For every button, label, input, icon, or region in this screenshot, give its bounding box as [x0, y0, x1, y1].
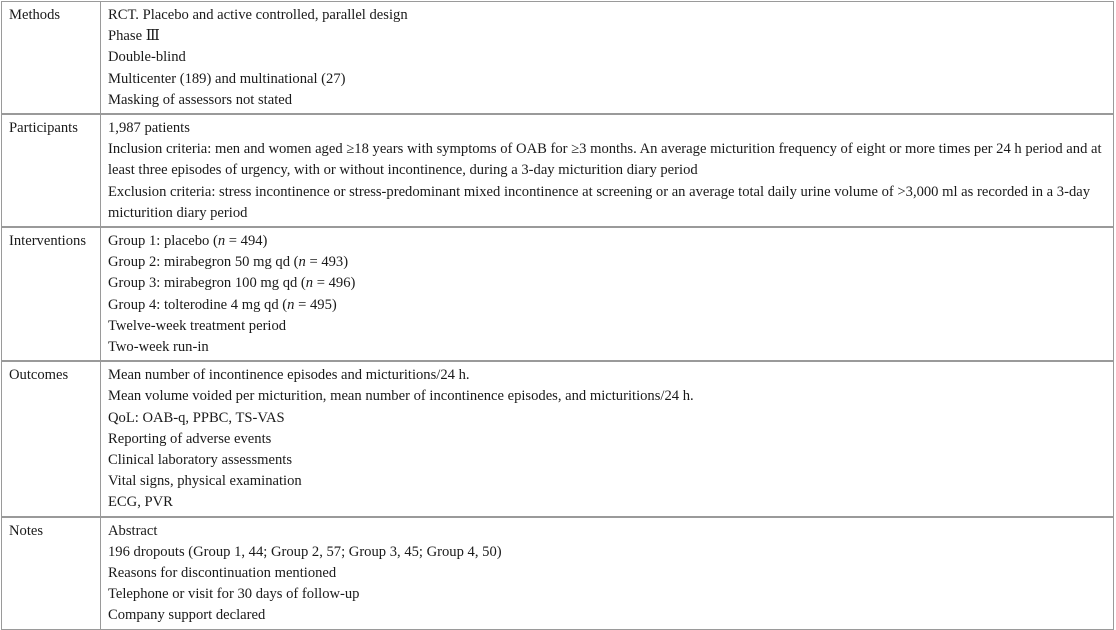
row-label-notes: Notes	[2, 517, 101, 630]
line-text: = 496)	[313, 275, 356, 292]
row-label-methods: Methods	[2, 2, 101, 115]
line-text: = 495)	[294, 296, 337, 313]
list-item: Telephone or visit for 30 days of follow-up	[108, 586, 360, 603]
list-item: Company support declared	[108, 607, 266, 624]
line-text: = 493)	[305, 254, 349, 271]
sample-size-symbol: n	[305, 275, 314, 292]
row-content-notes	[101, 517, 1114, 630]
list-item: 1,987 patients	[108, 120, 190, 137]
table-row-outcomes	[2, 361, 1114, 516]
list-item: Multicenter (189) and multinational (27)	[108, 70, 346, 87]
row-label-outcomes: Outcomes	[2, 361, 101, 516]
table-row-interventions	[2, 227, 1114, 361]
row-label-interventions: Interventions	[2, 227, 101, 361]
list-item: 196 dropouts (Group 1, 44; Group 2, 57; Group 3, 45; Group 4, 50)	[108, 543, 502, 560]
list-item: Reasons for discontinuation mentioned	[108, 565, 337, 582]
line-text: Group 2: mirabegron 50 mg qd (	[108, 254, 299, 271]
sample-size-symbol: n	[298, 254, 306, 271]
list-item: Two-week run-in	[108, 339, 209, 356]
list-item	[108, 252, 1106, 273]
study-characteristics-table	[1, 1, 1114, 630]
row-content-participants	[101, 114, 1114, 227]
list-item: Vital signs, physical examination	[108, 473, 302, 490]
list-item: Double-blind	[108, 49, 186, 66]
list-item	[108, 231, 1106, 252]
line-text: Group 1: placebo (	[108, 233, 218, 250]
row-content-methods	[101, 2, 1114, 115]
list-item: Mean number of incontinence episodes and micturitions/24 h.	[108, 367, 470, 384]
table-row-participants	[2, 114, 1114, 227]
table-row-notes	[2, 517, 1114, 630]
list-item: Clinical laboratory assessments	[108, 452, 293, 469]
list-item	[108, 295, 1106, 316]
list-item: Phase Ⅲ	[108, 28, 160, 45]
list-item: QoL: OAB-q, PPBC, TS-VAS	[108, 409, 285, 426]
row-label-participants: Participants	[2, 114, 101, 227]
list-item: Reporting of adverse events	[108, 430, 272, 447]
row-content-outcomes	[101, 361, 1114, 516]
list-item: Mean volume voided per micturition, mean number of incontinence episodes, and micturitions/24 h.	[108, 388, 694, 405]
list-item: RCT. Placebo and active controlled, parallel design	[108, 7, 408, 23]
list-item: Exclusion criteria: stress incontinence or stress-predominant mixed incontinence at screening or an average total daily urine volume of >3,000 ml as recorded in a 3-day micturition diary period	[108, 183, 1091, 221]
sample-size-symbol: n	[217, 233, 226, 250]
sample-size-symbol: n	[287, 296, 295, 313]
list-item	[108, 273, 1106, 294]
list-item: Inclusion criteria: men and women aged ≥18 years with symptoms of OAB for ≥3 months. An average micturition frequency of eight or more times per 24 h period and at least three episodes of urgency, with or without incontinence, during a 3-day micturition diary period	[108, 141, 1102, 179]
line-text: Group 3: mirabegron 100 mg qd (	[108, 275, 306, 292]
line-text: Group 4: tolterodine 4 mg qd (	[108, 296, 288, 313]
row-content-interventions	[101, 227, 1114, 361]
list-item: Masking of assessors not stated	[108, 91, 293, 108]
list-item: Twelve-week treatment period	[108, 317, 287, 334]
list-item: ECG, PVR	[108, 494, 173, 511]
line-text: = 494)	[225, 233, 268, 250]
list-item: Abstract	[108, 522, 158, 539]
table-row-methods	[2, 2, 1114, 115]
